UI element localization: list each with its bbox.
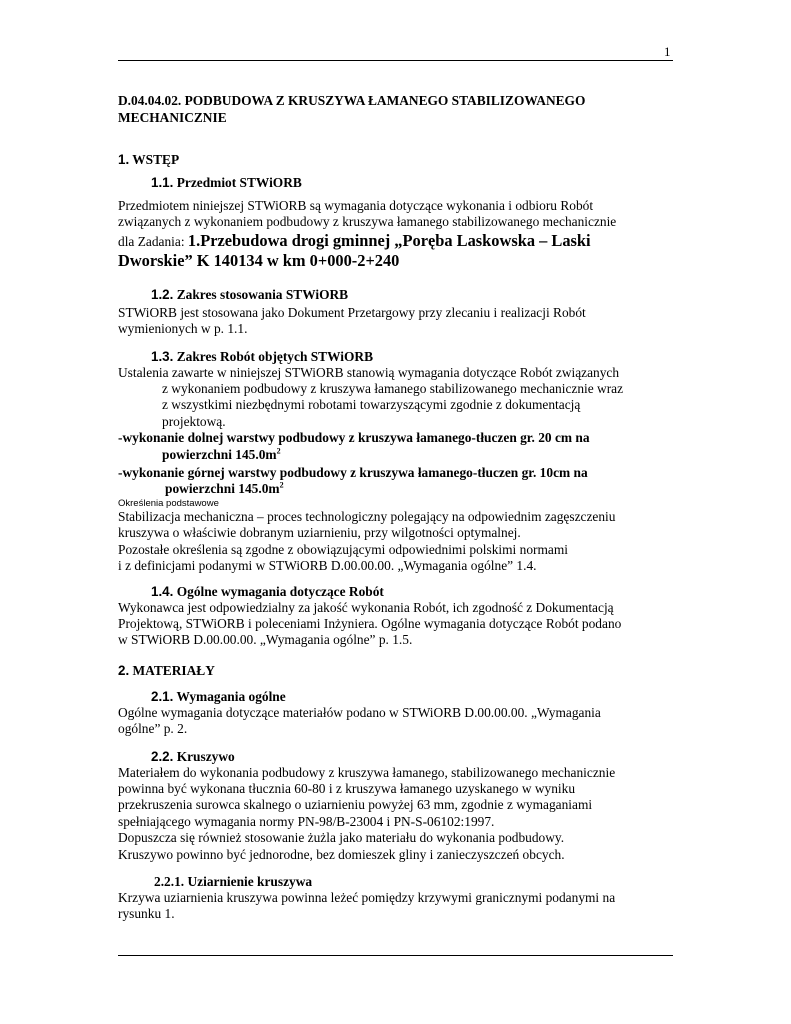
footer-rule	[118, 955, 673, 956]
section-1-4-heading: 1.4. Ogólne wymagania dotyczące Robót	[151, 583, 384, 599]
bullet-lower-layer: -wykonanie dolnej warstwy podbudowy z kruszywa łamanego-tłuczen gr. 20 cm na powierzchni $145.0m^2$	[118, 430, 590, 462]
definitions-label: Określenia podstawowe	[118, 497, 219, 509]
section-1-2-text: STWiORB jest stosowana jako Dokument Przetargowy przy zlecaniu i realizacji Robót wymienionych w p. 1.1.	[118, 304, 586, 337]
section-2-1-text: Ogólne wymagania dotyczące materiałów podano w STWiORB D.00.00.00. „Wymagania ogólne” p. 2.	[118, 704, 601, 737]
header-rule	[118, 60, 673, 61]
document-title: D.04.04.02. PODBUDOWA Z KRUSZYWA ŁAMANEGO STABILIZOWANEGO MECHANICZNIE	[118, 93, 586, 125]
section-2-2-text: Materiałem do wykonania podbudowy z kruszywa łamanego, stabilizowanego mechanicznie powinna być wykonana tłucznia 60-80 i z kruszywa łamanego uzyskanego w wyniku przekruszenia surowca skalnego o uziarnieniu powyżej 63 mm, zgodnie z wymaganiami spełniającego wymagania normy PN-98/B-23004 i PN-S-06102:1997. Dopuszcza się również stosowanie żużla jako materiału do wykonania podbudowy. Kruszywo powinno być jednorodne, bez domieszek gliny i zanieczyszczeń obcych.	[118, 764, 616, 862]
section-1-4-text: Wykonawca jest odpowiedzialny za jakość wykonania Robót, ich zgodność z Dokumentacją Projektową, STWiORB i poleceniami Inżyniera. Ogólne wymagania dotyczące Robót podano w STWiORB D.00.00.00. „Wymagania ogólne” p. 1.5.	[118, 599, 622, 648]
section-2-2-1-heading: 2.2.1. Uziarnienie kruszywa	[154, 873, 313, 889]
section-2-heading: 2. MATERIAŁY	[118, 662, 215, 678]
section-1-1-text: Przedmiotem niniejszej STWiORB są wymagania dotyczące wykonania i odbioru Robót związanych z wykonaniem podbudowy z kruszywa łamanego stabilizowanego mechanicznie dla Zadania: 1.Przebudowa drogi gminnej „Poręba Laskowska – Laski Dworskie” K 140134 w km 0+000-2+240	[118, 198, 617, 270]
section-1-1-heading: 1.1. Przedmiot STWiORB	[151, 175, 302, 190]
document-body	[118, 92, 671, 923]
section-2-2-heading: 2.2. Kruszywo	[151, 748, 235, 764]
page-number: 1	[664, 44, 671, 59]
section-1-2-heading: 1.2. Zakres stosowania STWiORB	[151, 286, 349, 302]
section-2-2-1-text: Krzywa uziarnienia kruszywa powinna leżeć pomiędzy krzywymi granicznymi podanymi na rysunku 1.	[118, 889, 616, 922]
superscript-2: 2	[279, 481, 284, 490]
section-1-heading: 1. WSTĘP	[118, 152, 180, 167]
bullet-upper-layer: -wykonanie górnej warstwy podbudowy z kruszywa łamanego-tłuczen gr. 10cm na powierzchni $145.0m^2$	[118, 465, 588, 497]
section-1-3-text: Ustalenia zawarte w niniejszej STWiORB stanowią wymagania dotyczące Robót związanych z wykonaniem podbudowy z kruszywa łamanego stabilizowanego mechanicznie wraz z wszystkimi niezbędnymi robotami towarzyszącymi zgodnie z dokumentacją projektową. -wykonanie dolnej warstwy podbudowy z kruszywa łamanego-tłuczen gr. 20 cm na powierzchni $145.0m^2$ -wykonanie górnej warstwy podbudowy z kruszywa łamanego-tłuczen gr. 10cm na powierzchni $145.0m^2$ Określenia podstawowe Stabilizacja mechaniczna – proces technologiczny polegający na odpowiednim zagęszczeniu kruszywa o właściwie dobranym uziarnieniu, przy wilgotności optymalnej. Pozostałe określenia są zgodne z obowiązującymi odpowiednimi polskimi normami i z definicjami podanymi w STWiORB D.00.00.00. „Wymagania ogólne” 1.4.	[118, 365, 671, 575]
section-1-3-heading: 1.3. Zakres Robót objętych STWiORB	[151, 348, 373, 364]
section-2-1-heading: 2.1. Wymagania ogólne	[151, 688, 286, 704]
